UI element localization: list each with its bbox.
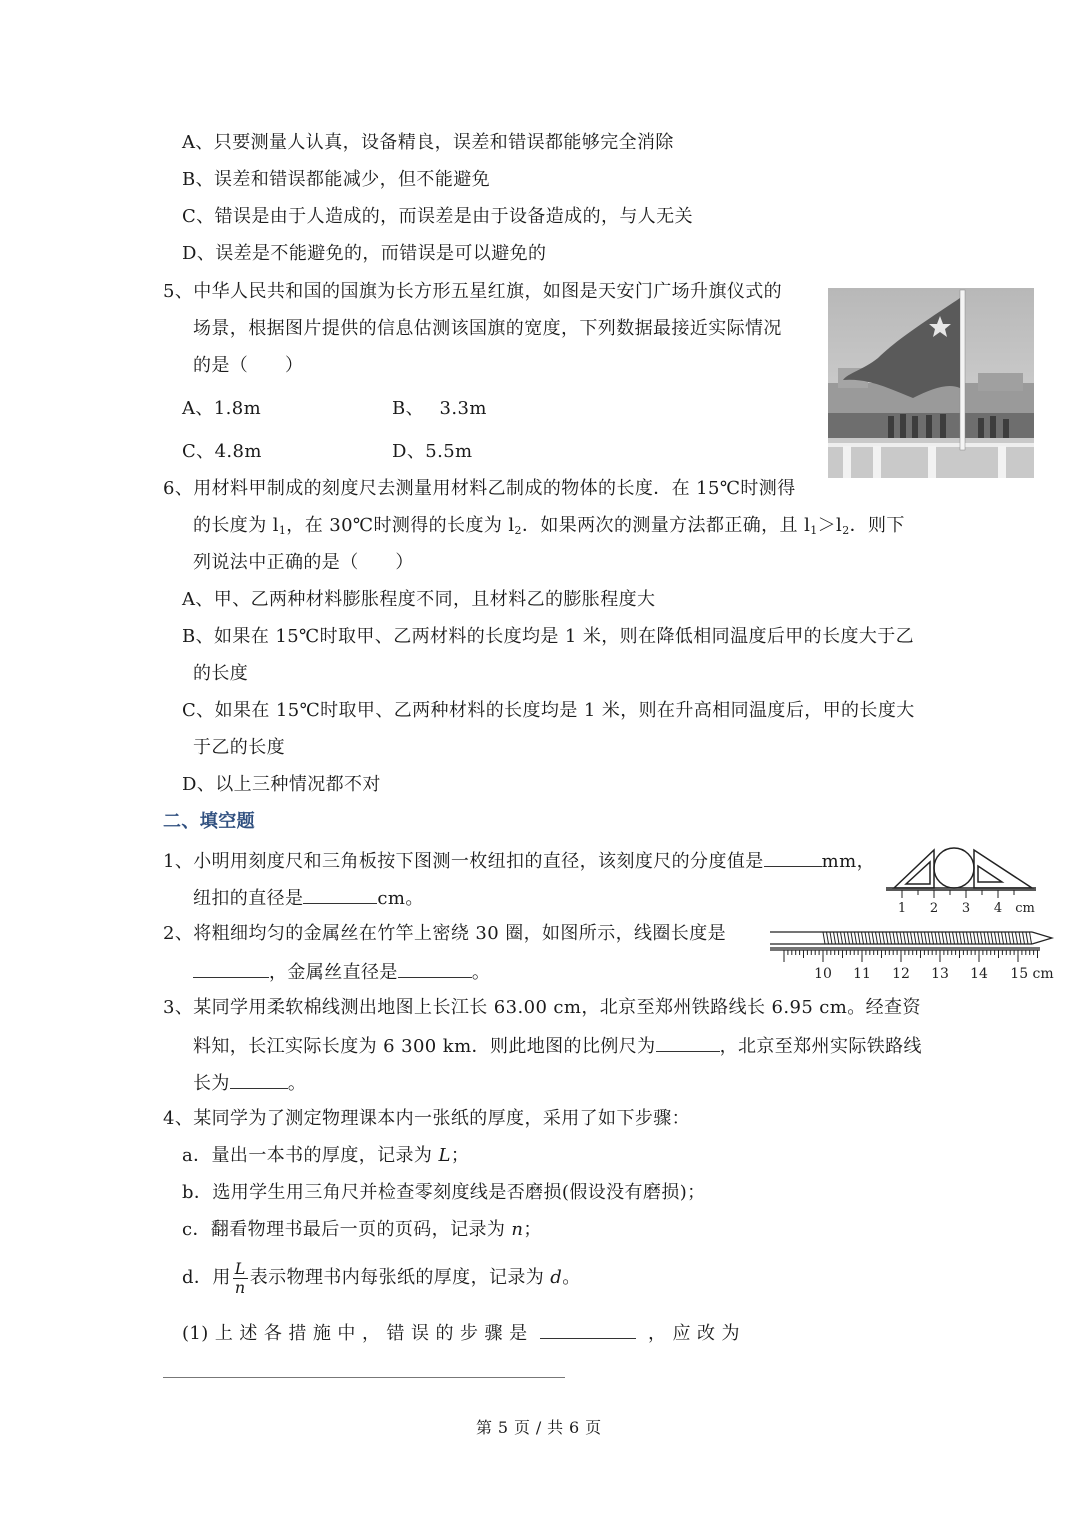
- coil-winding: [914, 932, 916, 944]
- fraction-l-over-n: $\frac{L}{n}$: [234, 1258, 246, 1297]
- coil-winding: [988, 932, 990, 944]
- coil-winding: [862, 932, 864, 944]
- coil-winding: [949, 932, 951, 944]
- coil-winding: [883, 932, 885, 944]
- ruler-unit-label: cm: [1015, 901, 1035, 916]
- option-d: D、误差是不能避免的，而错误是可以避免的: [182, 243, 547, 264]
- coil-winding: [963, 932, 965, 944]
- coil-winding: [886, 932, 888, 944]
- coil-winding: [904, 932, 906, 944]
- answer-blank[interactable]: [656, 1033, 720, 1052]
- coil-winding: [981, 932, 983, 944]
- q6-option-b1: B、如果在 15℃时取甲、乙两材料的长度均是 1 米，则在降低相同温度后甲的长度大于乙: [182, 626, 915, 647]
- coil-winding: [974, 932, 976, 944]
- answer-blank[interactable]: [303, 885, 377, 904]
- coil-winding: [977, 932, 979, 944]
- coil-winding: [851, 932, 853, 944]
- coil-winding: [900, 932, 902, 944]
- coil-winding: [872, 932, 874, 944]
- coil-winding: [935, 932, 937, 944]
- f4-step-b: b．选用学生用三角尺并检查零刻度线是否磨损(假设没有磨损)；: [182, 1182, 706, 1203]
- wire-coil-ruler-figure: [770, 918, 1066, 984]
- answer-blank[interactable]: [764, 848, 822, 867]
- ruler-tick-label: 1: [897, 901, 907, 916]
- ruler-tick-label: 14: [970, 966, 988, 982]
- coil-winding: [925, 932, 927, 944]
- coil-winding: [960, 932, 962, 944]
- coil-winding: [869, 932, 871, 944]
- ruler-tick-label: 2: [929, 901, 939, 916]
- q6-option-c1: C、如果在 15℃时取甲、乙两种材料的长度均是 1 米，则在升高相同温度后，甲的长度大: [182, 700, 915, 721]
- coil-winding: [876, 932, 878, 944]
- coil-winding: [1023, 932, 1025, 944]
- f3-line2: 料知，长江实际长度为 6 300 km．则此地图的比例尺为 ，北京至郑州实际铁路线: [193, 1033, 922, 1059]
- ruler-tick-label: 3: [961, 901, 971, 916]
- answer-blank[interactable]: [398, 959, 472, 978]
- coil-winding: [848, 932, 850, 944]
- coil-winding: [1012, 932, 1014, 944]
- button-diameter-ruler-figure: [884, 846, 1040, 918]
- q5-option-c: C、4.8m: [182, 441, 262, 462]
- coil-winding: [956, 932, 958, 944]
- f4-step-c: c．翻看物理书最后一页的页码，记录为 n；: [182, 1219, 542, 1240]
- coil-winding: [823, 932, 825, 944]
- coil-winding: [893, 932, 895, 944]
- option-c: C、错误是由于人造成的，而误差是由于设备造成的，与人无关: [182, 206, 693, 227]
- coil-winding: [921, 932, 923, 944]
- q6-option-d: D、以上三种情况都不对: [182, 774, 381, 795]
- q6-line1: 6、用材料甲制成的刻度尺去测量用材料乙制成的物体的长度．在 15℃时测得: [163, 478, 796, 499]
- answer-blank[interactable]: [230, 1070, 288, 1089]
- coil-winding: [939, 932, 941, 944]
- answer-blank[interactable]: [193, 959, 269, 978]
- f1-line1: 1、小明用刻度尺和三角板按下图测一枚纽扣的直径，该刻度尺的分度值是 mm，: [163, 848, 875, 874]
- page-footer: 第 5 页 / 共 6 页: [476, 1418, 602, 1437]
- f2-line2: ，金属丝直径是 。: [193, 959, 490, 985]
- q5-option-d: D、5.5m: [392, 441, 473, 462]
- coil-winding: [911, 932, 913, 944]
- coil-winding: [837, 932, 839, 944]
- ruler-tick-label: 13: [931, 966, 949, 982]
- coil-winding: [834, 932, 836, 944]
- coil-winding: [907, 932, 909, 944]
- coil-winding: [995, 932, 997, 944]
- ruler-tick-label: 11: [853, 966, 871, 982]
- coil-winding: [1002, 932, 1004, 944]
- f2-line1: 2、将粗细均匀的金属丝在竹竿上密绕 30 圈，如图所示，线圈长度是: [163, 923, 726, 944]
- f3-line3: 长为 。: [193, 1070, 306, 1096]
- q5-line1: 5、中华人民共和国的国旗为长方形五星红旗，如图是天安门广场升旗仪式的: [163, 281, 783, 302]
- q5-line3: 的是（ ）: [193, 355, 304, 376]
- ruler-tick-label: 12: [892, 966, 910, 982]
- coil-winding: [890, 932, 892, 944]
- answer-blank[interactable]: [540, 1320, 636, 1339]
- coil-winding: [970, 932, 972, 944]
- ruler-tick-label-last: 15 cm: [1010, 966, 1054, 982]
- ruler-tick-label: 10: [814, 966, 832, 982]
- coil-winding: [991, 932, 993, 944]
- q6-line3: 列说法中正确的是（ ）: [193, 552, 414, 573]
- coil-winding: [844, 932, 846, 944]
- coil-winding: [953, 932, 955, 944]
- coil-winding: [827, 932, 829, 944]
- coil-winding: [1009, 932, 1011, 944]
- coil-winding: [1016, 932, 1018, 944]
- coil-winding: [830, 932, 832, 944]
- coil-winding: [967, 932, 969, 944]
- f4-part1: (1) 上 述 各 措 施 中 ， 错 误 的 步 骤 是 ， 应 改 为: [182, 1320, 740, 1346]
- coil-winding: [879, 932, 881, 944]
- coil-winding: [841, 932, 843, 944]
- q5-option-b: B、 3.3m: [392, 398, 487, 419]
- coil-winding: [918, 932, 920, 944]
- q6-option-b2: 的长度: [193, 663, 249, 684]
- f4-line1: 4、某同学为了测定物理课本内一张纸的厚度，采用了如下步骤：: [163, 1108, 691, 1129]
- ruler-tick-label: 4: [993, 901, 1003, 916]
- coil-winding: [942, 932, 944, 944]
- coil-winding: [1026, 932, 1028, 944]
- coil-winding: [998, 932, 1000, 944]
- q6-option-c2: 于乙的长度: [193, 737, 285, 758]
- q5-line2: 场景，根据图片提供的信息估测该国旗的宽度，下列数据最接近实际情况: [193, 318, 782, 339]
- f1-line2: 纽扣的直径是 cm。: [193, 885, 424, 911]
- f4-step-d: d．用 $\frac{L}{n}$ 表示物理书内每张纸的厚度，记录为 d。: [182, 1258, 581, 1297]
- coil-winding: [984, 932, 986, 944]
- q5-option-a: A、1.8m: [182, 398, 262, 419]
- coil-winding: [1030, 932, 1032, 944]
- q6-line2: 的长度为 $l_1$，在 30℃时测得的长度为 $l_2$．如果两次的测量方法都正确，且 $l_1>l_2$．则下: [193, 515, 905, 537]
- q6-option-a: A、甲、乙两种材料膨胀程度不同，且材料乙的膨胀程度大: [182, 589, 656, 610]
- coil-winding: [897, 932, 899, 944]
- coil-winding: [858, 932, 860, 944]
- f4-step-a: a．量出一本书的厚度，记录为 L；: [182, 1145, 470, 1166]
- coil-winding: [946, 932, 948, 944]
- answer-line[interactable]: [163, 1377, 565, 1378]
- coil-winding: [928, 932, 930, 944]
- coil-winding: [865, 932, 867, 944]
- coil-winding: [1005, 932, 1007, 944]
- section-heading-fill-in: 二、填空题: [163, 811, 255, 832]
- flag-raising-photo: [828, 288, 1034, 478]
- coil-winding: [1019, 932, 1021, 944]
- option-a: A、只要测量人认真，设备精良，误差和错误都能够完全消除: [182, 132, 674, 153]
- f3-line1: 3、某同学用柔软棉线测出地图上长江长 63.00 cm，北京至郑州铁路线长 6.95 cm。经查资: [163, 997, 921, 1018]
- coil-winding: [855, 932, 857, 944]
- option-b: B、误差和错误都能减少，但不能避免: [182, 169, 491, 190]
- coil-winding: [932, 932, 934, 944]
